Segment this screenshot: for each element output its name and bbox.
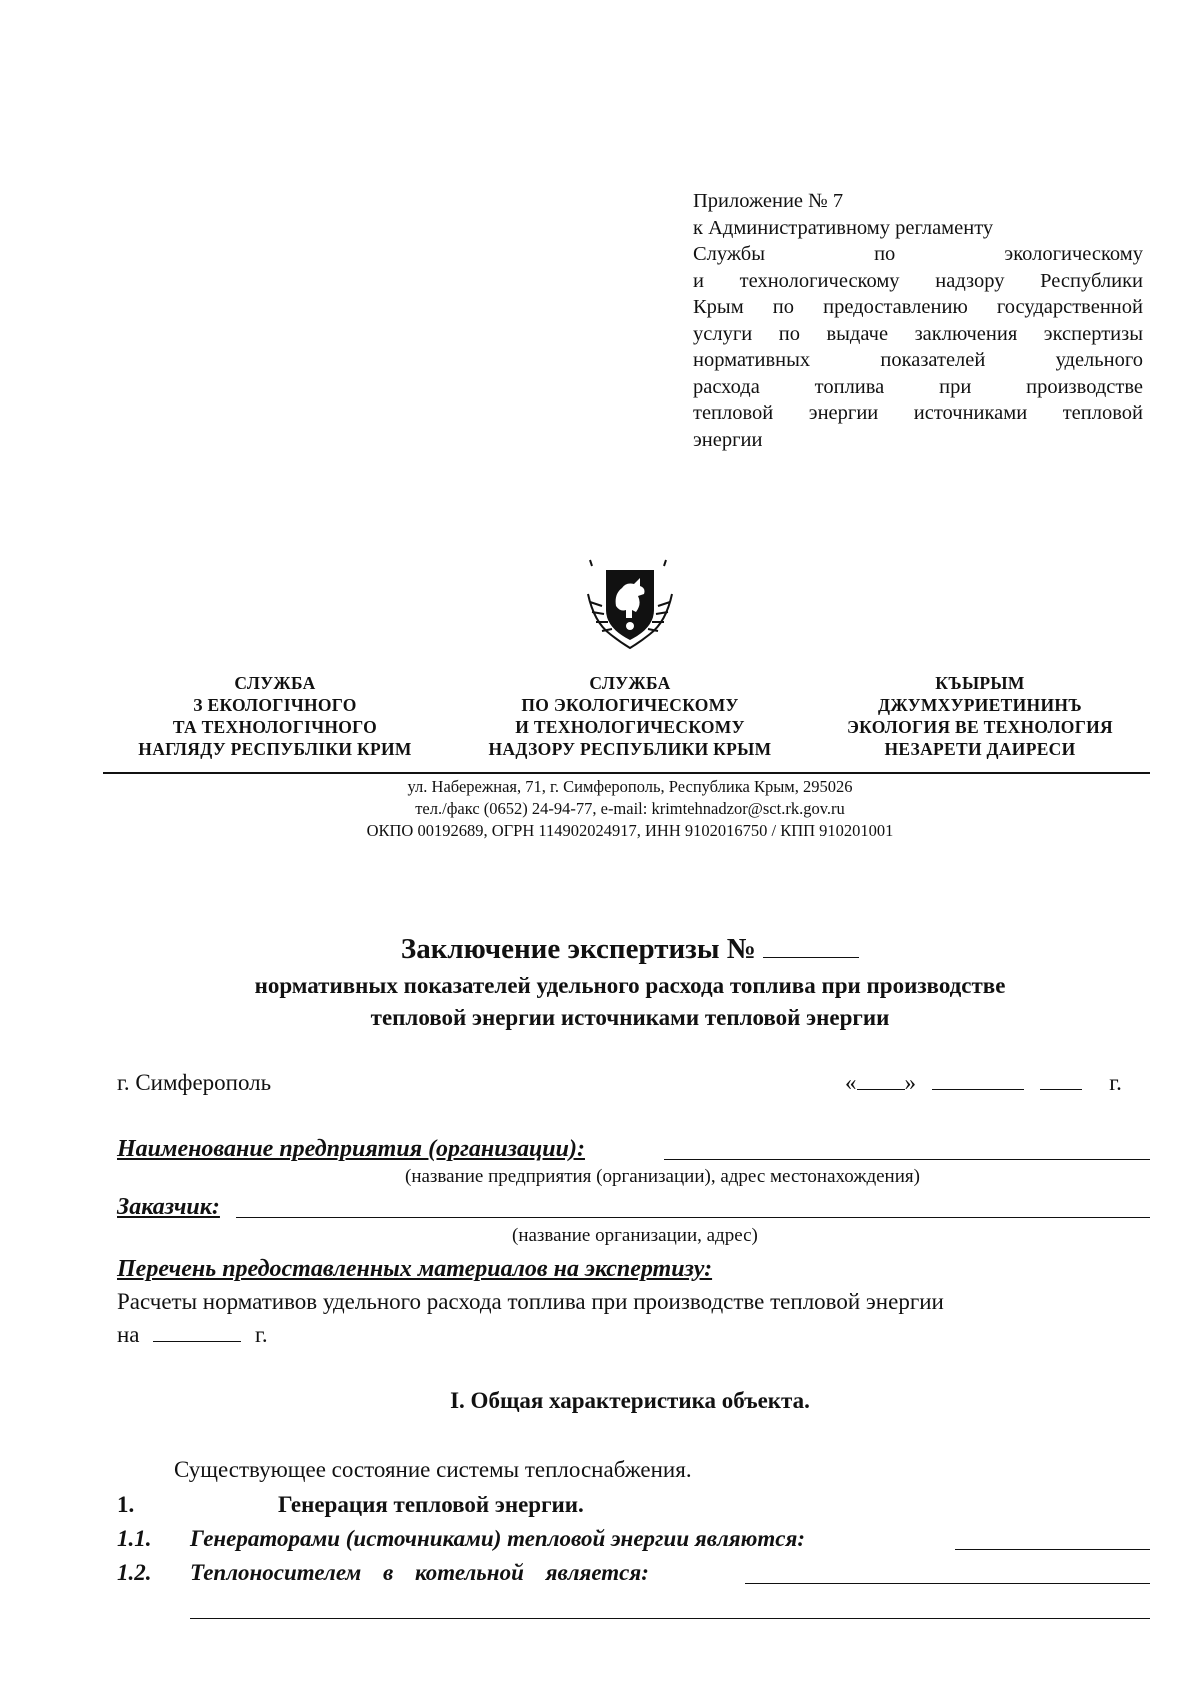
customer-caption: (название организации, адрес) xyxy=(512,1225,758,1246)
date-open-quote: « xyxy=(845,1070,857,1095)
appendix-note xyxy=(693,188,1143,453)
date-year-field[interactable] xyxy=(1040,1089,1082,1090)
date-close-quote: » xyxy=(904,1070,916,1095)
materials-year-prefix: на xyxy=(117,1322,140,1347)
appendix-line: и технологическому надзору Республики xyxy=(693,269,1143,292)
contact-registration-codes: ОКПО 00192689, ОГРН 114902024917, ИНН 9102016750 / КПП 910201001 xyxy=(366,821,894,840)
appendix-line: расхода топлива при производстве xyxy=(693,375,1143,398)
appendix-line: Службы по экологическому xyxy=(693,243,1143,265)
appendix-line: Приложение № 7 xyxy=(693,190,844,212)
section-intro: Существующее состояние системы теплоснабжения. xyxy=(174,1457,692,1482)
header-divider xyxy=(103,772,1150,774)
item-number: 1.2. xyxy=(117,1560,152,1585)
date-day-field[interactable] xyxy=(857,1089,905,1090)
date-year-suffix: г. xyxy=(1109,1070,1122,1095)
org-name-line: СЛУЖБА xyxy=(234,673,316,693)
date-month-field[interactable] xyxy=(932,1089,1024,1090)
item-number: 1. xyxy=(117,1492,135,1517)
customer-label: Заказчик: xyxy=(117,1194,220,1220)
org-name-line: СЛУЖБА xyxy=(589,673,671,693)
org-name-line: ЭКОЛОГИЯ ВЕ ТЕХНОЛОГИЯ xyxy=(847,717,1113,737)
item-number: 1.1. xyxy=(117,1526,152,1551)
org-name-line: НЕЗАРЕТИ ДАИРЕСИ xyxy=(884,739,1076,759)
org-name-line: НАДЗОРУ РЕСПУБЛИКИ КРЫМ xyxy=(488,739,772,759)
org-name-line: КЪЫРЫМ xyxy=(935,673,1025,693)
org-name-line: ТА ТЕХНОЛОГІЧНОГО xyxy=(172,717,378,737)
org-name-line: НАГЛЯДУ РЕСПУБЛІКИ КРИМ xyxy=(138,739,412,759)
item-text: Генерация тепловой энергии. xyxy=(278,1492,584,1517)
city: г. Симферополь xyxy=(117,1070,272,1095)
contact-address: ул. Набережная, 71, г. Симферополь, Республика Крым, 295026 xyxy=(407,777,853,796)
appendix-line: к Административному регламенту xyxy=(693,216,994,239)
customer-field[interactable] xyxy=(236,1217,1150,1218)
item-text: Теплоносителем в котельной является: xyxy=(190,1560,649,1585)
appendix-line: нормативных показателей удельного xyxy=(693,349,1143,371)
contact-phone-email: тел./факс (0652) 24-94-77, e-mail: krimtehnadzor@sct.rk.gov.ru xyxy=(415,799,845,818)
enterprise-field[interactable] xyxy=(664,1159,1150,1160)
org-name-ukrainian xyxy=(105,672,445,760)
materials-year-line xyxy=(117,1320,268,1350)
date-line xyxy=(845,1068,1122,1098)
materials-year-suffix: г. xyxy=(255,1322,268,1347)
org-name-russian xyxy=(460,672,800,760)
appendix-line: энергии xyxy=(693,428,763,451)
materials-text: Расчеты нормативов удельного расхода топлива при производстве тепловой энергии xyxy=(117,1289,944,1314)
crimea-coat-of-arms-icon xyxy=(580,552,680,652)
document-subtitle xyxy=(100,970,1160,1034)
document-number-field[interactable] xyxy=(763,957,859,958)
document-title-text: Заключение экспертизы № xyxy=(400,933,756,965)
org-name-line: З ЕКОЛОГІЧНОГО xyxy=(193,695,357,715)
section-heading: I. Общая характеристика объекта. xyxy=(450,1388,810,1413)
org-name-line: И ТЕХНОЛОГИЧЕСКОМУ xyxy=(515,717,745,737)
org-name-crimean-tatar xyxy=(815,672,1145,760)
appendix-line: Крым по предоставлению государственной xyxy=(693,296,1143,318)
org-name-line: ДЖУМХУРИЕТИНИНЪ xyxy=(878,695,1082,715)
materials-year-field[interactable] xyxy=(153,1341,241,1342)
document-title xyxy=(100,932,1160,966)
appendix-line: услуги по выдаче заключения экспертизы xyxy=(693,322,1143,345)
subtitle-line: тепловой энергии источниками тепловой энергии xyxy=(370,1005,890,1030)
coolant-field-continuation[interactable] xyxy=(190,1618,1150,1619)
org-name-line: ПО ЭКОЛОГИЧЕСКОМУ xyxy=(521,695,739,715)
enterprise-label: Наименование предприятия (организации): xyxy=(117,1136,585,1162)
contact-details xyxy=(250,776,1010,842)
item-text: Генераторами (источниками) тепловой энергии являются: xyxy=(190,1526,806,1551)
coolant-field[interactable] xyxy=(745,1583,1150,1584)
subtitle-line: нормативных показателей удельного расхода топлива при производстве xyxy=(254,973,1006,998)
enterprise-caption: (название предприятия (организации), адрес местонахождения) xyxy=(405,1166,920,1187)
materials-label: Перечень предоставленных материалов на экспертизу: xyxy=(117,1256,713,1282)
generators-field[interactable] xyxy=(955,1549,1150,1550)
appendix-line: тепловой энергии источниками тепловой xyxy=(693,402,1143,424)
